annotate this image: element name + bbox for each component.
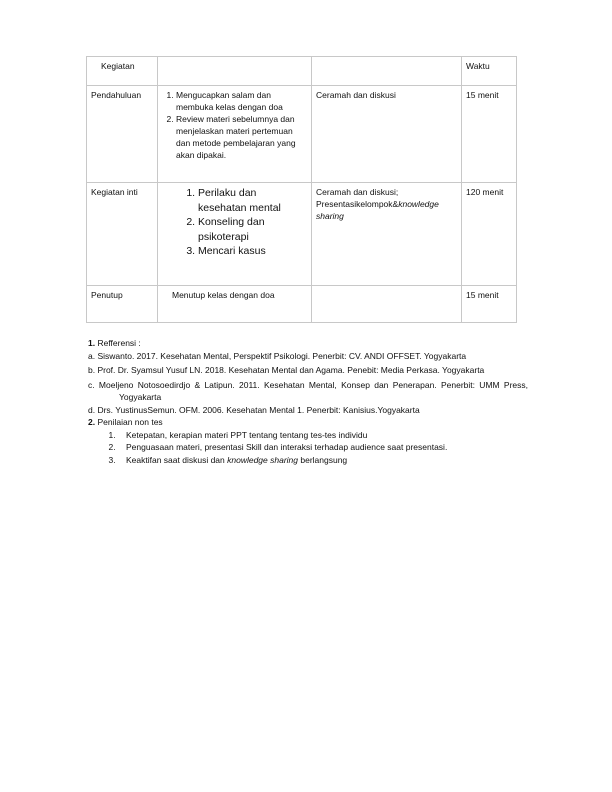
reference-entry-c: c. Moeljeno Notosoedirdjo & Latipun. 2011. Kesehatan Mental, Konsep dan Penerapan. Penerbit: UMM Press, Yogyakarta xyxy=(88,379,528,402)
list-item: 2. Konseling dan psikoterapi xyxy=(198,215,307,244)
row-label-kegiatan-inti: Kegiatan inti xyxy=(87,183,158,286)
method-penutup xyxy=(312,286,462,323)
time-penutup: 15 menit xyxy=(462,286,517,323)
assessment-item-3-italic: knowledge sharing xyxy=(227,454,299,465)
references-heading-number: 1. xyxy=(88,338,96,348)
assessment-heading-number: 2. xyxy=(88,417,96,427)
activity-penutup xyxy=(158,286,312,323)
list-item xyxy=(118,454,528,467)
table-row-pendahuluan xyxy=(87,86,517,183)
method-kegiatan-inti xyxy=(312,183,462,286)
assessment-item-3-suffix: berlangsung xyxy=(298,454,348,465)
table-row-penutup xyxy=(87,286,517,323)
assessment-item-3-prefix: Keaktifan saat diskusi dan xyxy=(126,454,228,465)
row-label-pendahuluan: Pendahuluan xyxy=(87,86,158,183)
references-section xyxy=(88,337,528,466)
assessment-heading xyxy=(88,416,528,429)
row-label-penutup: Penutup xyxy=(87,286,158,323)
header-empty-2 xyxy=(312,57,462,86)
header-empty-1 xyxy=(158,57,312,86)
list-item: 3. Mencari kasus xyxy=(198,244,307,259)
list-item: 2. Penguasaan materi, presentasi Skill dan interaksi terhadap audience saat presentasi. xyxy=(118,441,528,454)
assessment-list xyxy=(88,429,528,467)
list-item: 1. Mengucapkan salam dan membuka kelas dengan doa xyxy=(176,89,307,113)
reference-entry-d: d. Drs. YustinusSemun. OFM. 2006. Kesehatan Mental 1. Penerbit: Kanisius.Yogyakarta xyxy=(88,404,420,415)
activity-list-pendahuluan xyxy=(162,89,307,161)
list-item: 2. Review materi sebelumnya dan menjelaskan materi pertemuan dan metode pembelajaran yang akan dipakai. xyxy=(176,113,307,161)
time-pendahuluan: 15 menit xyxy=(462,86,517,183)
activity-cell-pendahuluan xyxy=(158,86,312,183)
method-text: Ceramah dan diskusi; Presentasikelompok& xyxy=(316,187,399,209)
activity-cell-kegiatan-inti xyxy=(158,183,312,286)
method-italic-text: knowledge sharing xyxy=(316,199,439,221)
time-kegiatan-inti: 120 menit xyxy=(462,183,517,286)
list-item: 1. Perilaku dan kesehatan mental xyxy=(198,186,307,215)
references-heading-text: Refferensi : xyxy=(97,338,141,348)
assessment-heading-text: Penilaian non tes xyxy=(97,417,163,427)
table-header-row xyxy=(87,57,517,86)
reference-entry-a: a. Siswanto. 2017. Kesehatan Mental, Perspektif Psikologi. Penerbit: CV. ANDI OFFSET. Yogyakarta xyxy=(88,350,467,361)
references-heading xyxy=(88,337,528,350)
header-kegiatan: Kegiatan xyxy=(87,57,158,86)
activity-list-kegiatan-inti xyxy=(162,186,307,259)
list-item: 1. Ketepatan, kerapian materi PPT tentang tentang tes-tes individu xyxy=(118,429,528,442)
activity-table xyxy=(86,56,517,323)
method-pendahuluan: Ceramah dan diskusi xyxy=(312,86,462,183)
header-waktu: Waktu xyxy=(462,57,517,86)
table-row-kegiatan-inti xyxy=(87,183,517,286)
reference-entry-b: b. Prof. Dr. Syamsul Yusuf LN. 2018. Kesehatan Mental dan Agama. Penebit: Media Perkasa. Yogyakarta xyxy=(88,365,485,375)
closing-activity-text: Menutup kelas dengan doa xyxy=(172,290,275,300)
